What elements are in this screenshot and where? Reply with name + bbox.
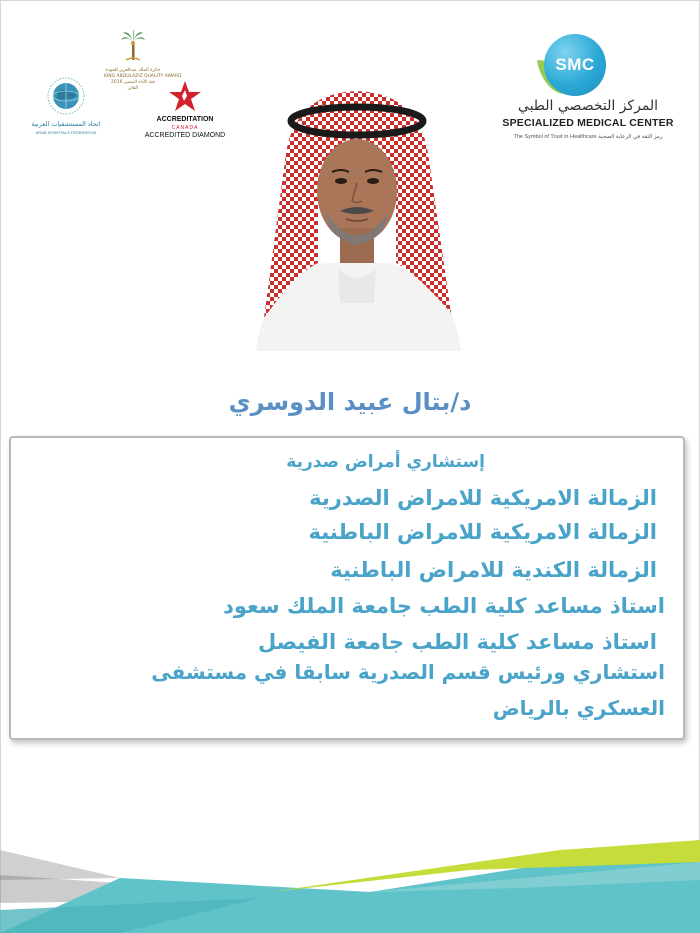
accreditation-canada-logo	[140, 80, 230, 142]
arab-hospitals-logo	[28, 76, 104, 138]
credential-line-6: استاذ مساعد كلية الطب جامعة الفيصل	[257, 630, 657, 654]
smc-arabic-name: المركز التخصصي الطبي	[517, 98, 659, 114]
credentials-box	[9, 436, 685, 740]
award-text-2: KING ABDULAZIZ QUALITY AWARD	[104, 74, 182, 79]
credential-line-8: العسكري بالرياض	[492, 696, 665, 720]
decorative-waves	[0, 800, 700, 933]
award-text-1: جائزة الملك عبدالعزيز للجودة	[105, 68, 161, 73]
arab-hospitals-english: ARAB HOSPITALS FEDERATION	[35, 130, 97, 135]
credential-line-4: الزمالة الكندية للامراض الباطنية	[330, 558, 657, 582]
smc-english-name: SPECIALIZED MEDICAL CENTER	[502, 117, 674, 129]
credential-line-7: استشاري ورئيس قسم الصدرية سابقا في مستشفى	[151, 660, 665, 684]
credential-line-2: الزمالة الامريكية للامراض الصدرية	[309, 486, 657, 510]
award-text-4: الفائز	[127, 86, 138, 91]
credential-line-3: الزمالة الامريكية للامراض الباطنية	[308, 520, 657, 544]
globe-icon	[46, 76, 86, 116]
doctor-name: د/بتال عبيد الدوسري	[228, 388, 472, 416]
smc-badge: SMC	[544, 34, 606, 96]
accreditation-level: ACCREDITED DIAMOND	[144, 132, 226, 139]
palm-tree-icon	[121, 30, 145, 66]
accreditation-star-icon	[168, 80, 202, 114]
arab-hospitals-arabic: اتحاد المستشفيات العربية	[31, 120, 101, 128]
credential-line-5: استاذ مساعد كلية الطب جامعة الملك سعود	[223, 594, 665, 618]
accreditation-country: CANADA	[171, 125, 199, 131]
award-text-3: فئة الأداء المتميز 2016	[111, 80, 155, 85]
smc-tagline: The Symbol of Trust in Healthcare رمز الثقة في الرعاية الصحية	[513, 134, 663, 140]
accreditation-title: ACCREDITATION	[156, 116, 214, 123]
credential-line-1: إستشاري أمراض صدرية	[286, 452, 485, 472]
smc-logo	[488, 28, 688, 158]
doctor-photo	[246, 73, 468, 351]
